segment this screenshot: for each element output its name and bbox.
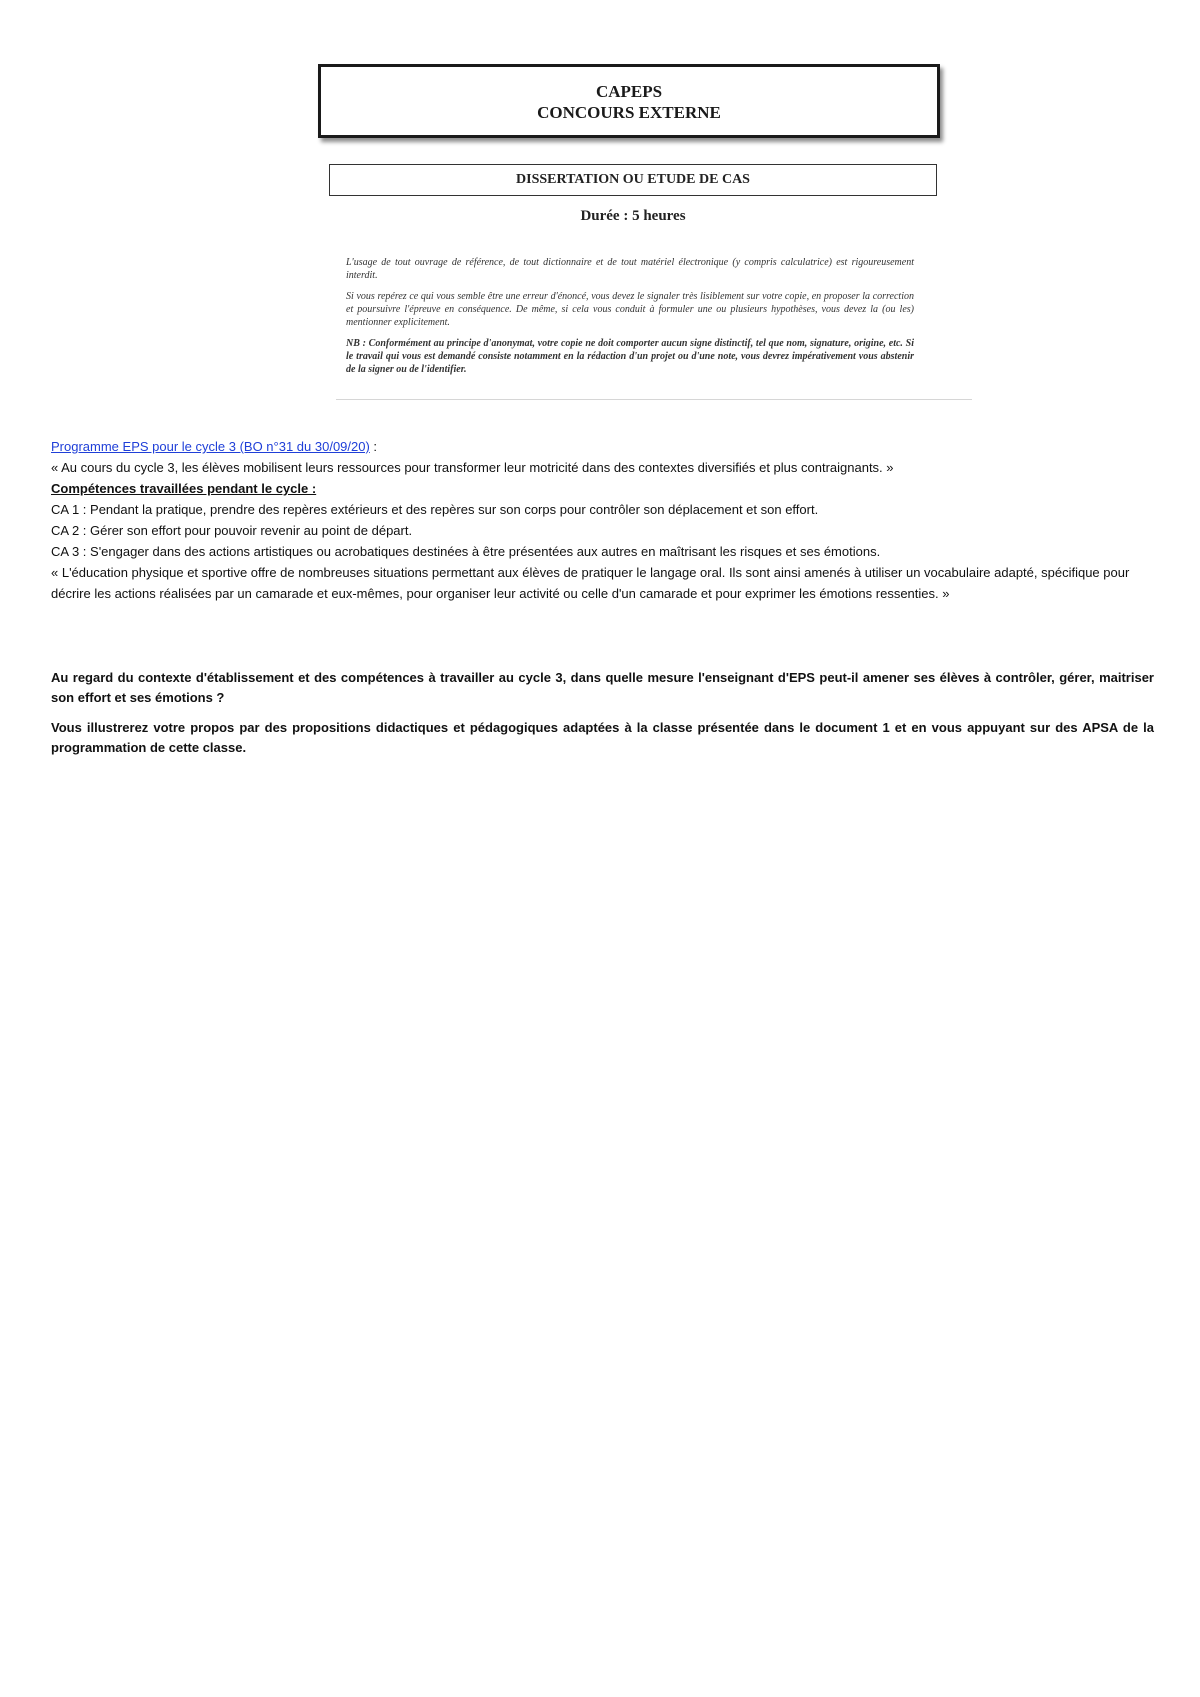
instruction-reference-materials: L'usage de tout ouvrage de référence, de tout dictionnaire et de tout matériel électronique (y compris calculatrice) est rigoureusement interdit.: [346, 257, 914, 281]
instruction-anonymity: NB : Conformément au principe d'anonymat, votre copie ne doit comporter aucun signe distinctif, tel que nom, signature, origine, etc. Si le travail qui vous est demandé consiste notamment en la rédaction d'un projet ou d'une note, vous devrez impérativement vous abstenir de la signer ou de l'identifier.: [346, 338, 914, 375]
instruction-error-reporting: Si vous repérez ce qui vous semble être une erreur d'énoncé, vous devez le signaler très lisiblement sur votre copie, en proposer la correction et poursuivre l'épreuve en conséquence. De même, si cela vous conduit à formuler une ou plusieurs hypothèses, vous devez la (ou les) mentionner explicitement.: [346, 291, 914, 328]
program-link-suffix: :: [369, 439, 378, 454]
exam-duration: Durée : 5 heures: [580, 208, 686, 224]
competences-heading-line: [51, 478, 1151, 499]
competences-heading: Compétences travaillées pendant le cycle :: [51, 481, 317, 496]
exam-subject: DISSERTATION OU ETUDE DE CAS: [329, 164, 937, 196]
program-section: [51, 436, 1151, 604]
question-section: [51, 668, 1154, 768]
exam-instructions: [346, 256, 914, 384]
exam-header: [316, 62, 950, 396]
competence-ca1: CA 1 : Pendant la pratique, prendre des repères extérieurs et des repères sur son corps pour contrôler son déplacement et son effort.: [51, 502, 819, 517]
header-divider: [336, 399, 972, 400]
exam-subtitle: CONCOURS EXTERNE: [537, 103, 721, 122]
program-quote-motricite: « Au cours du cycle 3, les élèves mobilisent leurs ressources pour transformer leur motricité dans des contextes diversifiés et plus contraignants. »: [51, 460, 894, 475]
exam-title: CAPEPS: [595, 82, 663, 101]
question-main: Au regard du contexte d'établissement et des compétences à travailler au cycle 3, dans quelle mesure l'enseignant d'EPS peut-il amener ses élèves à contrôler, gérer, maitriser son effort et ses émotions ?: [51, 670, 1154, 705]
program-quote-langage-oral: « L'éducation physique et sportive offre de nombreuses situations permettant aux élèves de pratiquer le langage oral. Ils sont ainsi amenés à utiliser un vocabulaire adapté, spécifique pour décrire les actions réalisées par un camarade et eux-mêmes, pour organiser leur activité ou celle d'un camarade et pour exprimer les émotions ressenties. »: [51, 565, 1130, 601]
competence-ca2: CA 2 : Gérer son effort pour pouvoir revenir au point de départ.: [51, 523, 413, 538]
program-reference-line: [51, 436, 1151, 457]
competence-ca3: CA 3 : S'engager dans des actions artistiques ou acrobatiques destinées à être présentées aux autres en maîtrisant les risques et ses émotions.: [51, 544, 881, 559]
question-illustration: Vous illustrerez votre propos par des propositions didactiques et pédagogiques adaptées à la classe présentée dans le document 1 et en vous appuyant sur des APSA de la programmation de cette classe.: [51, 720, 1154, 755]
program-link[interactable]: Programme EPS pour le cycle 3 (BO n°31 du 30/09/20): [51, 439, 370, 454]
exam-title-box: [318, 64, 940, 138]
